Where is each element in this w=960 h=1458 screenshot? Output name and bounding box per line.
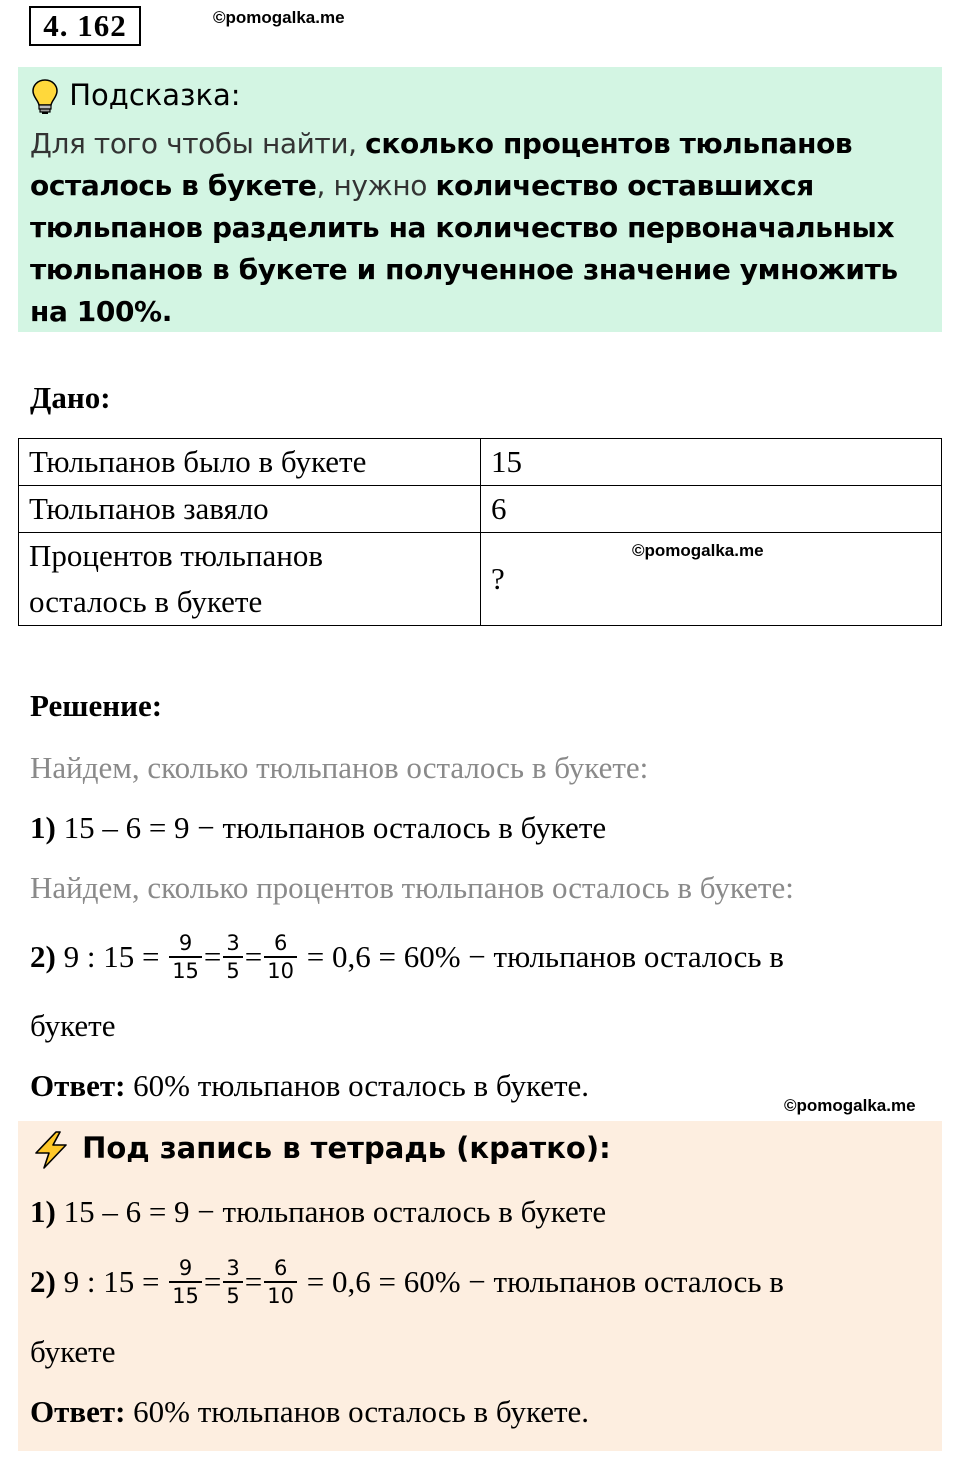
fraction: $\frac{9}{15}$ <box>169 930 202 984</box>
fraction: $\frac{6}{10}$ <box>264 930 297 984</box>
equals-sign: = <box>203 939 222 974</box>
solution-title: Решение: <box>30 688 163 723</box>
table-cell-value: ? <box>481 533 942 626</box>
notebook-step-1-text: 15 – 6 = 9 − тюльпанов осталось в букете <box>55 1194 607 1229</box>
step-2-end: = 0,6 = 60% − тюльпанов осталось в <box>299 939 784 974</box>
table-cell-label: Тюльпанов завяло <box>19 486 481 533</box>
solution-comment-1: Найдем, сколько тюльпанов осталось в букете: <box>30 750 649 785</box>
answer-label: Ответ: <box>30 1068 126 1103</box>
equals-sign: = <box>203 1264 222 1299</box>
watermark-top: ©pomogalka.me <box>213 8 345 27</box>
solution-step-1 <box>30 808 606 848</box>
step-2-continuation: букете <box>30 1008 116 1043</box>
given-table <box>18 438 942 626</box>
notebook-step-2-start: 9 : 15 = <box>55 1264 168 1299</box>
lightbulb-icon <box>30 78 69 112</box>
hint-title-text: Подсказка: <box>69 78 241 112</box>
table-cell-label-line2: осталось в букете <box>29 584 263 619</box>
answer-text: 60% тюльпанов осталось в букете. <box>125 1068 590 1103</box>
table-row <box>19 439 942 486</box>
watermark-solution: ©pomogalka.me <box>784 1096 916 1115</box>
lightning-icon <box>30 1131 82 1165</box>
table-cell-label <box>19 533 481 626</box>
table-cell-label: Тюльпанов было в букете <box>19 439 481 486</box>
equals-sign: = <box>244 939 263 974</box>
solution-comment-2: Найдем, сколько процентов тюльпанов осталось в букете: <box>30 870 794 905</box>
fraction: $\frac{3}{5}$ <box>223 1255 242 1309</box>
hint-part1: Для того чтобы найти, <box>30 127 366 160</box>
step-2-number: 2) <box>30 939 56 974</box>
notebook-step-2 <box>30 1247 784 1317</box>
fraction: $\frac{3}{5}$ <box>223 930 242 984</box>
hint-part2: сколько процентов тюльпанов осталось в букете <box>30 127 853 202</box>
watermark-table: ©pomogalka.me <box>632 541 764 560</box>
notebook-step-2-continuation: букете <box>30 1334 116 1369</box>
notebook-answer-label: Ответ: <box>30 1394 126 1429</box>
step-2-start: 9 : 15 = <box>55 939 168 974</box>
notebook-step-1 <box>30 1192 606 1232</box>
table-cell-value: 15 <box>481 439 942 486</box>
table-row <box>19 486 942 533</box>
notebook-step-1-number: 1) <box>30 1194 56 1229</box>
solution-answer <box>30 1066 589 1106</box>
notebook-answer-text: 60% тюльпанов осталось в букете. <box>125 1394 590 1429</box>
hint-part4: количество оставшихся тюльпанов разделить на количество первоначальных тюльпанов в букете и полученное значение умножить на 100%. <box>30 169 898 328</box>
hint-text <box>30 123 930 333</box>
task-number: 4. 162 <box>29 6 141 46</box>
notebook-title-text: Под запись в тетрадь (кратко): <box>82 1131 611 1165</box>
fraction: $\frac{9}{15}$ <box>169 1255 202 1309</box>
equals-sign: = <box>244 1264 263 1299</box>
notebook-answer <box>30 1392 589 1432</box>
notebook-title <box>30 1127 611 1170</box>
fraction: $\frac{6}{10}$ <box>264 1255 297 1309</box>
notebook-step-2-number: 2) <box>30 1264 56 1299</box>
notebook-step-2-end: = 0,6 = 60% − тюльпанов осталось в <box>299 1264 784 1299</box>
given-title: Дано: <box>30 380 111 415</box>
hint-title <box>30 76 241 116</box>
table-row <box>19 533 942 626</box>
step-1-number: 1) <box>30 810 56 845</box>
solution-step-2 <box>30 922 784 992</box>
table-cell-label-line1: Процентов тюльпанов <box>29 538 323 573</box>
table-cell-value: 6 <box>481 486 942 533</box>
hint-part3: , нужно <box>316 169 436 202</box>
step-1-text: 15 – 6 = 9 − тюльпанов осталось в букете <box>55 810 607 845</box>
